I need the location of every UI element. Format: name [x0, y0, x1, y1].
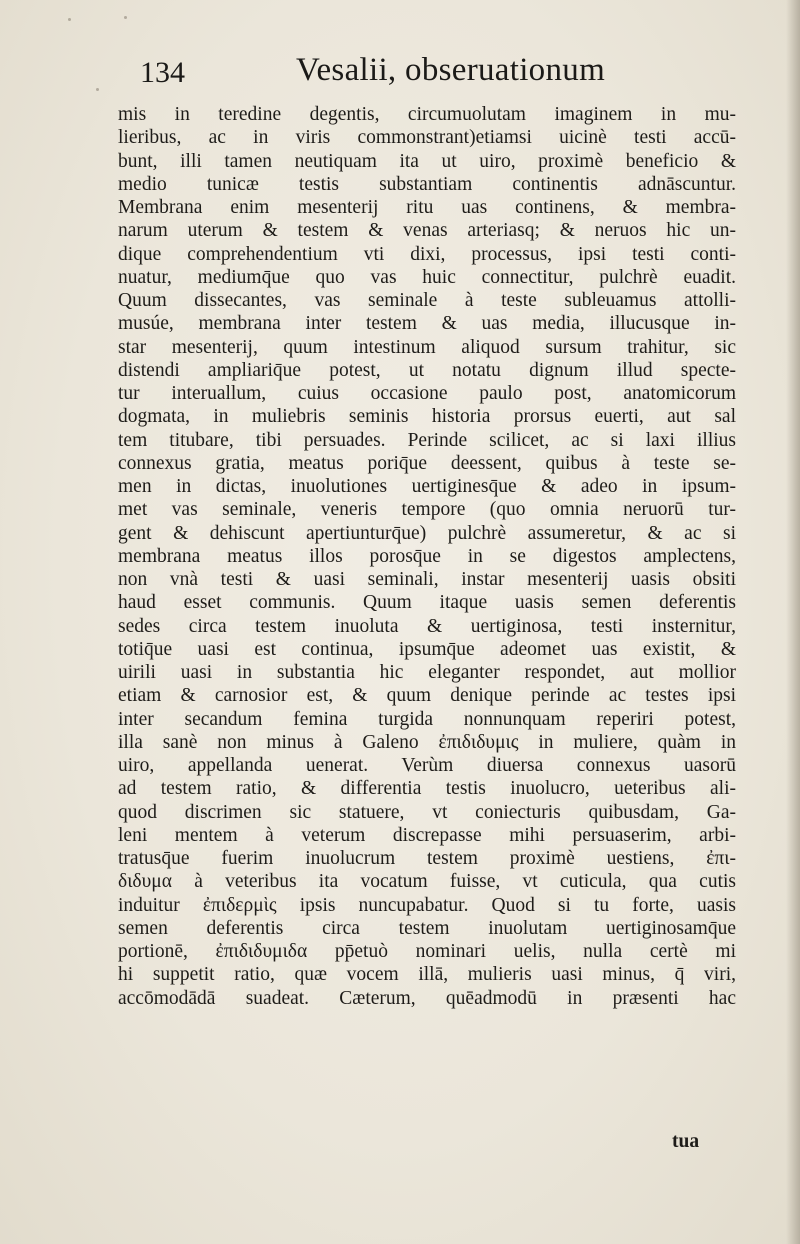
text-line: totiq̄ue uasi est continua, ipsumq̄ue adeomet uas existit, &: [118, 638, 736, 660]
text-line: bunt, illi tamen neutiquam ita ut uiro, proximè beneficio &: [118, 150, 736, 172]
text-line: tur interuallum, cuius occasione paulo post, anatomicorum: [118, 383, 736, 404]
text-line: dique comprehendentium vti dixi, processus, ipsi testi conti-: [118, 243, 736, 265]
text-line: Quum dissecantes, vas seminale à teste subleuamus attolli-: [118, 290, 736, 311]
text-line: inter secandum femina turgida nonnunquam reperiri potest,: [118, 708, 736, 730]
text-line: distendi ampliariq̄ue potest, ut notatu dignum illud specte-: [118, 359, 736, 381]
text-line: induitur ἐπιδερμὶς ipsis nuncupabatur. Quod si tu forte, uasis: [118, 894, 736, 916]
text-line: leni mentem à veterum discrepasse mihi persuaserim, arbi-: [118, 824, 736, 846]
text-line: connexus gratia, meatus poriq̄ue deessent, quibus à teste se-: [118, 452, 736, 474]
text-line: lieribus, ac in viris commonstrant)etiamsi uicinè testi accū-: [118, 127, 736, 149]
paper-speck: [96, 88, 99, 91]
text-line: medio tunicæ testis substantiam continentis adnāscuntur.: [118, 173, 736, 195]
text-line: musúe, membrana inter testem & uas media, illucusque in-: [118, 313, 736, 335]
text-line: nuatur, mediumq̄ue quo vas huic connectitur, pulchrè euadit.: [118, 266, 736, 288]
text-line: sedes circa testem inuoluta & uertiginosa, testi insternitur,: [118, 615, 736, 637]
text-line: non vnà testi & uasi seminali, instar mesenterij uasis obsiti: [118, 569, 736, 590]
text-line: διδυμα à veteribus ita vocatum fuisse, vt cuticula, qua cutis: [118, 871, 736, 893]
page-header: [0, 52, 800, 92]
text-line: uirili uasi in substantia hic eleganter respondet, aut mollior: [118, 662, 736, 683]
text-line: gent & dehiscunt apertiunturq̄ue) pulchrè assumeretur, & ac si: [118, 522, 736, 544]
text-line: uiro, appellanda uenerat. Verùm diuersa connexus uasorū: [118, 755, 736, 776]
page-edge-shadow: [786, 0, 800, 1244]
text-line: men in dictas, inuolutiones uertiginesq̄ue & adeo in ipsum-: [118, 476, 736, 497]
text-line: etiam & carnosior est, & quum denique perinde ac testes ipsi: [118, 685, 736, 707]
running-title: Vesalii, obseruationum: [296, 52, 606, 88]
text-line: haud esset communis. Quum itaque uasis semen deferentis: [118, 592, 736, 614]
text-line: narum uterum & testem & venas arteriasq; & neruos hic un-: [118, 220, 736, 242]
text-line: tratusq̄ue fuerim inuolucrum testem proximè uestiens, ἐπι-: [118, 848, 736, 869]
text-line: accōmodādā suadeat. Cæterum, quēadmodū in præsenti hac: [118, 987, 736, 1009]
paper-speck: [68, 18, 71, 21]
text-line: met vas seminale, veneris tempore (quo omnia neruorū tur-: [118, 499, 736, 521]
text-line: dogmata, in muliebris seminis historia prorsus euerti, aut sal: [118, 406, 736, 428]
catchword: tua: [672, 1131, 700, 1152]
text-line: portionē, ἐπιδιδυμιδα pp̄etuò nominari uelis, nulla certè mi: [118, 941, 736, 962]
text-line: semen deferentis circa testem inuolutam uertiginosamq̄ue: [118, 917, 736, 939]
text-line: quod discrimen sic statuere, vt coniecturis quibusdam, Ga-: [118, 801, 736, 823]
text-line: ad testem ratio, & differentia testis inuolucro, ueteribus ali-: [118, 778, 736, 800]
body-text: [118, 103, 736, 1010]
text-line: Membrana enim mesenterij ritu uas continens, & membra-: [118, 197, 736, 218]
page-number: 134: [140, 56, 185, 89]
text-line: hi suppetit ratio, quæ vocem illā, mulieris uasi minus, q̄ viri,: [118, 964, 736, 986]
text-line: star mesenterij, quum intestinum aliquod sursum trahitur, sic: [118, 336, 736, 358]
text-line: mis in teredine degentis, circumuolutam imaginem in mu-: [118, 104, 736, 125]
text-line: tem titubare, tibi persuades. Perinde scilicet, ac si laxi illius: [118, 429, 736, 451]
text-line: membrana meatus illos porosq̄ue in se digestos amplectens,: [118, 545, 736, 567]
paper-speck: [124, 16, 127, 19]
text-line: illa sanè non minus à Galeno ἐπιδιδυμις in muliere, quàm in: [118, 731, 736, 753]
